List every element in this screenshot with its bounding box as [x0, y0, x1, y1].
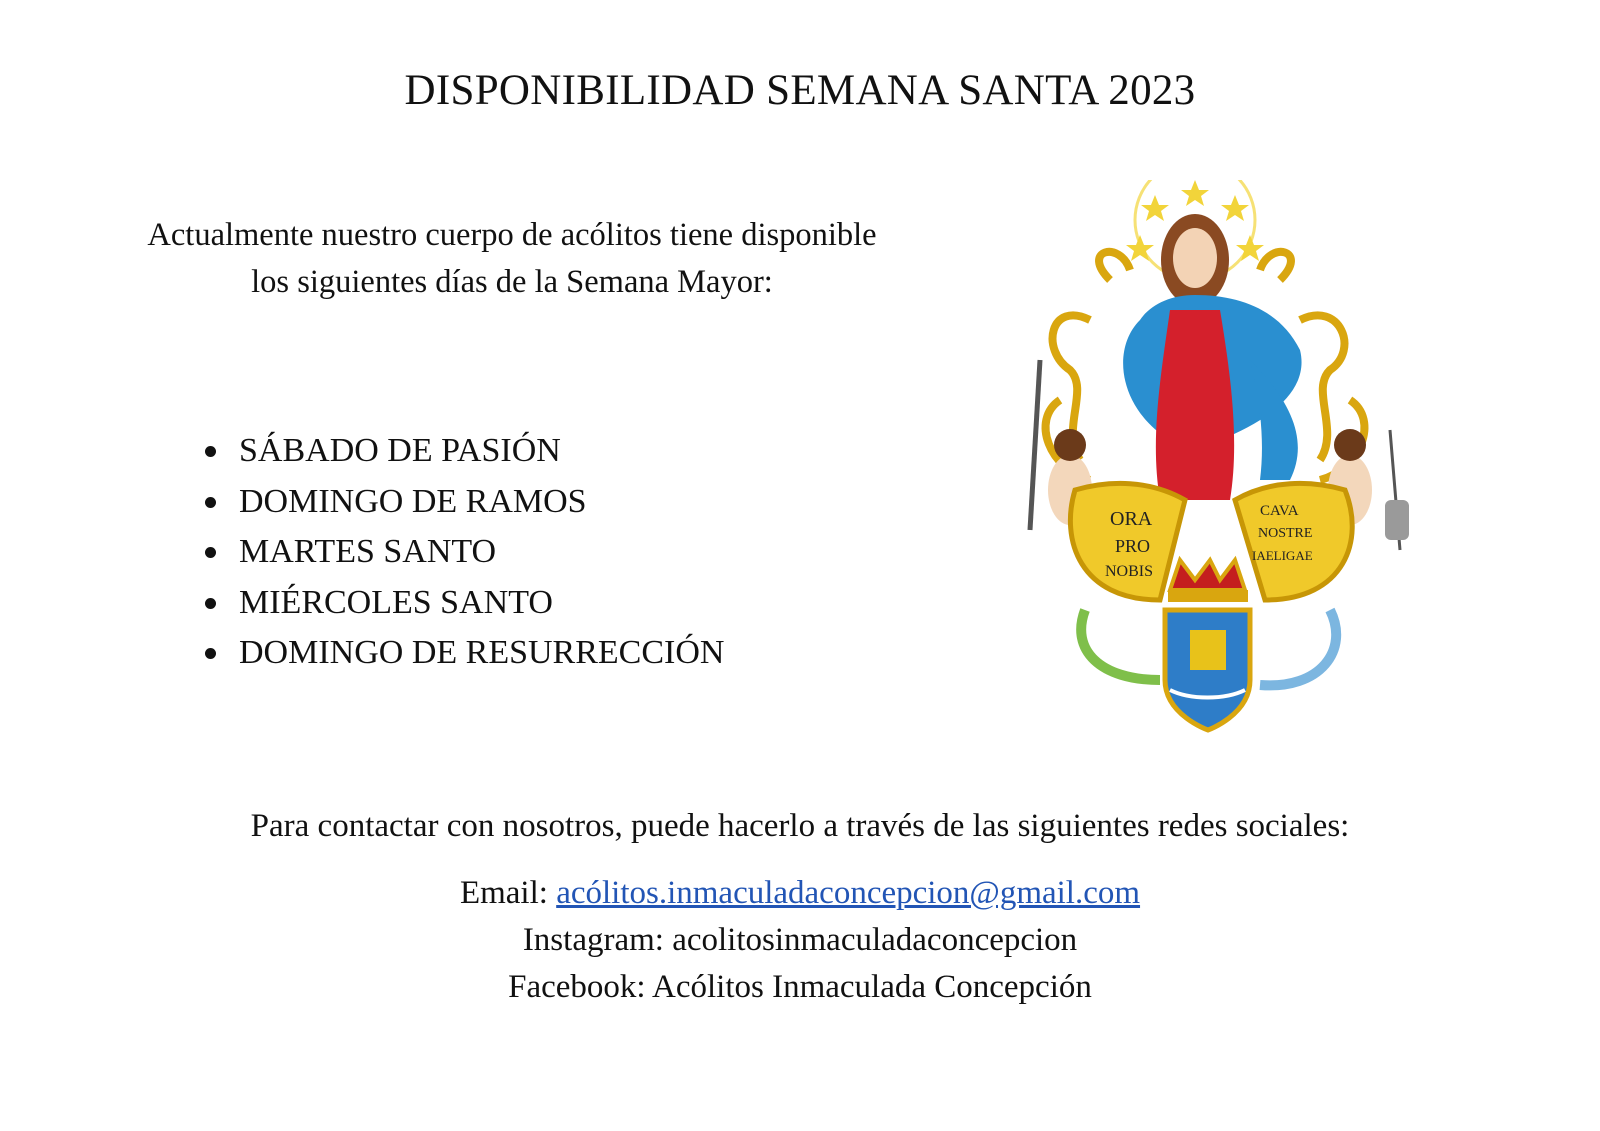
brotherhood-emblem — [1020, 180, 1440, 740]
cartouche-left-line-2: PRO — [1115, 536, 1151, 556]
facebook-line — [0, 964, 1600, 1011]
instagram-handle: acolitosinmaculadaconcepcion — [672, 922, 1078, 958]
bullet-icon — [205, 648, 216, 659]
facebook-label: Facebook: — [508, 969, 653, 1005]
intro-line-2: los siguientes días de la Semana Mayor: — [251, 264, 773, 300]
instagram-label: Instagram: — [522, 922, 673, 958]
email-link[interactable]: acólitos.inmaculadaconcepcion@gmail.com — [556, 875, 1141, 911]
day-label: DOMINGO DE RAMOS — [239, 482, 587, 520]
instagram-line — [0, 917, 1600, 964]
contact-intro: Para contactar con nosotros, puede hacerlo a través de las siguientes redes sociales: — [250, 808, 1350, 844]
list-item — [205, 432, 724, 483]
day-label: SÁBADO DE PASIÓN — [239, 432, 561, 469]
available-days-list — [205, 432, 724, 685]
list-item — [205, 483, 724, 534]
email-label: Email: — [459, 875, 557, 911]
bullet-icon — [205, 547, 216, 558]
bullet-icon — [205, 598, 216, 609]
cartouche-right-line-2: NOSTRE — [1258, 526, 1313, 541]
day-label: MIÉRCOLES SANTO — [239, 583, 553, 621]
cartouche-right-line-3: IAELIGAE — [1252, 548, 1313, 563]
cartouche-right — [1235, 483, 1352, 600]
cartouche-right-line-1: CAVA — [1260, 503, 1299, 519]
facebook-page: Acólitos Inmaculada Concepción — [652, 969, 1092, 1005]
bullet-icon — [205, 446, 216, 457]
crown-and-shield — [1165, 560, 1250, 730]
day-label: MARTES SANTO — [239, 533, 497, 570]
list-item — [205, 584, 724, 635]
list-item — [205, 533, 724, 584]
contact-details — [0, 870, 1600, 1011]
list-item — [205, 634, 724, 685]
cartouche-left — [1070, 483, 1185, 600]
intro-line-1: Actualmente nuestro cuerpo de acólitos tiene disponible — [147, 217, 877, 253]
page-title: DISPONIBILIDAD SEMANA SANTA 2023 — [404, 67, 1196, 114]
cartouche-left-line-3: NOBIS — [1105, 563, 1154, 580]
bullet-icon — [205, 497, 216, 508]
email-line — [0, 870, 1600, 917]
cartouche-left-line-1: ORA — [1110, 508, 1153, 530]
intro-paragraph — [62, 212, 962, 306]
day-label: DOMINGO DE RESURRECCIÓN — [239, 634, 725, 671]
